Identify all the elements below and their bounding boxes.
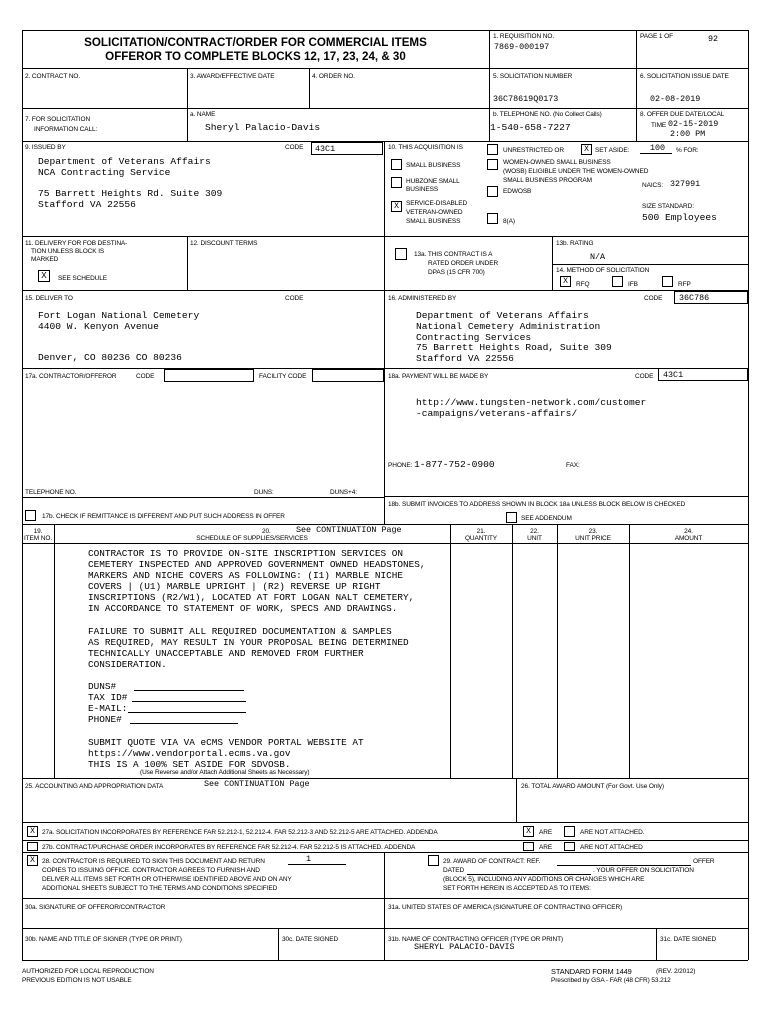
- duns4-label: DUNS+4:: [330, 489, 357, 496]
- eight-a-label: 8(A): [503, 218, 515, 225]
- clause-27a-not-checkbox[interactable]: [564, 826, 575, 837]
- rule-right-edge: [748, 30, 749, 960]
- offer-due-label: 8. OFFER DUE DATE/LOCAL: [640, 111, 725, 118]
- duns-blank-line[interactable]: [134, 690, 244, 691]
- clause-29-line-3: (BLOCK 5), INCLUDING ANY ADDITIONS OR CHANGES WHICH ARE: [443, 876, 645, 883]
- rule-row11: [22, 236, 748, 237]
- rule-row30a: [22, 898, 748, 899]
- rule-row30b: [22, 928, 748, 929]
- clause-29-ref-line[interactable]: [557, 865, 691, 866]
- issued-by-line-2: NCA Contracting Service: [38, 167, 171, 178]
- total-award-label: 26. TOTAL AWARD AMOUNT (For Govt. Use Only): [521, 783, 664, 790]
- administered-by-line-5: Stafford VA 22556: [416, 353, 514, 364]
- administered-by-line-1: Department of Veterans Affairs: [416, 310, 589, 321]
- method-label: 14. METHOD OF SOLICITATION: [556, 267, 650, 274]
- rating-value: N/A: [590, 252, 606, 262]
- rfp-checkbox[interactable]: [662, 276, 673, 287]
- ifb-checkbox[interactable]: [612, 276, 623, 287]
- contract-no-label: 2. CONTRACT NO.: [25, 73, 81, 80]
- page-label: PAGE 1 OF: [640, 33, 673, 40]
- deliver-to-line-2: 4400 W. Kenyon Avenue: [38, 321, 159, 332]
- rule-row17: [22, 368, 748, 369]
- payment-code-label: CODE: [635, 373, 654, 380]
- contact-name-value: Sheryl Palacio-Davis: [205, 122, 321, 133]
- rule-row11-a: [187, 236, 188, 290]
- rule-18b: [384, 496, 748, 497]
- date-30c-label: 30c. DATE SIGNED: [282, 936, 339, 943]
- rule-row7: [22, 108, 748, 109]
- set-aside-percent-line: [640, 153, 672, 154]
- footer-prescribed: Prescribed by GSA - FAR (48 CFR) 53.212: [551, 977, 671, 984]
- sdvosb-label-3: SMALL BUSINESS: [406, 218, 461, 225]
- delivery-fob-label-1: 11. DELIVERY FOR FOB DESTINA-: [25, 240, 128, 247]
- administered-by-line-3: Contracting Services: [416, 332, 532, 343]
- clause-29-line-1: 29. AWARD OF CONTRACT: REF.: [443, 858, 541, 865]
- rule-rating: [552, 264, 748, 265]
- facility-code-box[interactable]: [312, 369, 384, 382]
- deliver-to-line-5: Denver, CO 80236 CO 80236: [38, 352, 182, 363]
- rated-order-checkbox[interactable]: [395, 248, 407, 260]
- deliver-to-line-1: Fort Logan National Cemetery: [38, 310, 200, 321]
- addendum-label: SEE ADDENDUM: [521, 515, 572, 522]
- clause-28-line-3: DELIVER ALL ITEMS SET FORTH OR OTHERWISE IDENTIFIED ABOVE AND ON ANY: [42, 876, 292, 883]
- clause-29-checkbox[interactable]: [428, 855, 439, 866]
- see-schedule-label: SEE SCHEDULE: [58, 275, 108, 282]
- rule-row2-b: [309, 68, 310, 108]
- clause-27b-not-checkbox[interactable]: [564, 842, 575, 851]
- contractor-code-box[interactable]: [164, 369, 254, 382]
- solicitation-info-label-2: INFORMATION CALL:: [34, 126, 98, 133]
- rule-bottom: [22, 960, 748, 961]
- discount-terms-label: 12. DISCOUNT TERMS: [190, 240, 258, 247]
- clause-27b-checkbox[interactable]: [27, 842, 38, 851]
- set-aside-label: SET ASIDE:: [595, 147, 630, 154]
- rfp-label: RFP: [678, 281, 691, 288]
- rule-schedule-head: [22, 543, 748, 544]
- col23-number: 23.: [588, 528, 598, 535]
- rule-col23: [629, 524, 630, 778]
- issue-date-value: 02-08-2019: [650, 94, 701, 104]
- remittance-label: 17b. CHECK IF REMITTANCE IS DIFFERENT AND PUT SUCH ADDRESS IN OFFER: [42, 513, 285, 520]
- ifb-label: IFB: [628, 281, 638, 288]
- naics-label: NAICS:: [642, 182, 664, 189]
- page-total: 92: [708, 34, 719, 44]
- rule-row25: [22, 778, 748, 779]
- see-schedule-checkbox[interactable]: X: [38, 270, 50, 282]
- hubzone-checkbox[interactable]: [391, 177, 402, 188]
- clause-27b-are-label: ARE: [539, 844, 553, 851]
- col22-label: UNIT: [527, 535, 542, 542]
- offer-due-date-value: 02-15-2019: [668, 119, 719, 129]
- telephone-label: TELEPHONE NO.: [25, 489, 77, 496]
- col21-label: QUANTITY: [464, 535, 498, 542]
- clause-28-checkbox[interactable]: X: [27, 855, 38, 866]
- payment-fax-label: FAX:: [566, 462, 580, 469]
- clause-29-line-2: . YOUR OFFER ON SOLICITATION: [593, 867, 694, 874]
- rule-17b: [22, 497, 384, 498]
- small-business-label: SMALL BUSINESS: [406, 162, 461, 169]
- rule-row11-b: [552, 236, 553, 290]
- clause-28-line-4: ADDITIONAL SHEETS SUBJECT TO THE TERMS AND CONDITIONS SPECIFIED: [42, 885, 278, 892]
- rule-row28-mid: [384, 852, 385, 898]
- signature-30a-label: 30a. SIGNATURE OF OFFEROR/CONTRACTOR: [25, 904, 166, 911]
- rule-row25-mid: [516, 778, 517, 822]
- accounting-value: See CONTINUATION Page: [204, 779, 310, 789]
- wosb-label-1: WOMEN-OWNED SMALL BUSINESS: [503, 159, 611, 166]
- rated-order-label-3: DPAS (15 CFR 700): [428, 269, 485, 276]
- deliver-to-label: 15. DELIVER TO: [25, 295, 73, 302]
- footer-form-rev: (REV. 2/2012): [656, 968, 696, 975]
- rule-left-edge: [22, 30, 23, 960]
- col23-label: UNIT PRICE: [575, 535, 611, 542]
- rule-top: [22, 30, 748, 31]
- hubzone-label-2: BUSINESS: [406, 186, 439, 193]
- rule-col21: [512, 524, 513, 778]
- footer-previous-edition: PREVIOUS EDITION IS NOT USABLE: [22, 977, 132, 984]
- issued-by-code-label: CODE: [285, 144, 304, 151]
- payment-phone-value: 1-877-752-0900: [414, 459, 495, 470]
- hubzone-label-1: HUBZONE SMALL: [406, 178, 460, 185]
- rule-col20: [450, 524, 451, 778]
- delivery-fob-label-2: TION UNLESS BLOCK IS: [31, 248, 105, 255]
- rule-col22: [557, 524, 558, 778]
- form-title-line2: OFFEROR TO COMPLETE BLOCKS 12, 17, 23, 24, & 30: [105, 50, 406, 63]
- set-aside-percent-for: % FOR:: [676, 147, 699, 154]
- footer-authorized: AUTHORIZED FOR LOCAL REPRODUCTION: [22, 968, 154, 975]
- payment-label: 18a. PAYMENT WILL BE MADE BY: [388, 373, 489, 380]
- rule-row27b: [22, 840, 748, 841]
- contact-phone-value: 1-540-658-7227: [490, 122, 571, 133]
- col21-number: 21.: [476, 528, 486, 535]
- rule-row15: [22, 290, 748, 291]
- award-date-label: 3. AWARD/EFFECTIVE DATE: [190, 73, 275, 80]
- administered-by-code-value: 36C786: [679, 293, 710, 303]
- sdvosb-checkbox[interactable]: X: [391, 201, 402, 212]
- email-blank-line[interactable]: [128, 712, 246, 713]
- payment-code-box: [658, 368, 748, 381]
- form-title-line1: SOLICITATION/CONTRACT/ORDER FOR COMMERCIAL ITEMS: [84, 36, 427, 49]
- rule-col19: [54, 524, 55, 778]
- clause-27b-label: 27b. CONTRACT/PURCHASE ORDER INCORPORATES BY REFERENCE FAR 52.212-4. FAR 52.212-5 IS ATTACHED. ADDENDA: [42, 844, 416, 851]
- addendum-checkbox[interactable]: [506, 512, 517, 523]
- accounting-label: 25. ACCOUNTING AND APPROPRIATION DATA: [25, 783, 164, 790]
- issued-by-line-4: 75 Barrett Heights Rd. Suite 309: [38, 188, 223, 199]
- signer-30b-label: 30b. NAME AND TITLE OF SIGNER (TYPE OR PRINT): [25, 936, 182, 943]
- clause-27a-not-label: ARE NOT ATTACHED.: [580, 829, 645, 836]
- clause-27b-not-label: ARE NOT ATTACHED: [580, 844, 643, 851]
- footer-form-name: STANDARD FORM 1449: [551, 967, 632, 976]
- payment-code-value: 43C1: [663, 370, 684, 380]
- phone-blank-line[interactable]: [130, 723, 238, 724]
- col20-value: See CONTINUATION Page: [296, 525, 402, 535]
- facility-code-label: FACILITY CODE: [259, 373, 307, 380]
- col19-number: 19.: [33, 528, 43, 535]
- duns-label: DUNS:: [254, 489, 274, 496]
- tax-id-blank-line[interactable]: [132, 701, 246, 702]
- issued-by-label: 9. ISSUED BY: [25, 144, 66, 151]
- payment-url-line-1[interactable]: http://www.tungsten-network.com/customer: [416, 397, 647, 408]
- wosb-label-3: SMALL BUSINESS PROGRAM: [503, 177, 592, 184]
- rule-row2: [22, 68, 748, 69]
- requisition-value: 7869-000197: [494, 42, 550, 52]
- rule-header-right: [636, 30, 637, 141]
- reverse-note: (Use Reverse and/or Attach Additional Sheets as Necessary): [140, 769, 310, 776]
- issued-by-code-value: 43C1: [315, 144, 336, 154]
- col24-number: 24.: [684, 528, 693, 535]
- requisition-label: 1. REQUISITION NO.: [493, 33, 555, 40]
- remittance-checkbox[interactable]: [25, 510, 36, 521]
- clause-29-line-4: SET FORTH HEREIN IS ACCEPTED AS TO ITEMS:: [443, 885, 591, 892]
- unrestricted-checkbox[interactable]: [487, 144, 498, 155]
- delivery-fob-label-3: MARKED: [31, 256, 59, 263]
- issued-by-line-1: Department of Veterans Affairs: [38, 156, 211, 167]
- solicitation-number-label: 5. SOLICITATION NUMBER: [493, 73, 573, 80]
- set-aside-checkbox[interactable]: X: [581, 144, 592, 155]
- administered-by-line-2: National Cemetery Administration: [416, 321, 601, 332]
- rated-order-label-2: RATED ORDER UNDER: [428, 260, 499, 267]
- clause-29-dated-line[interactable]: [467, 874, 591, 875]
- administered-by-label: 16. ADMINISTERED BY: [388, 295, 457, 302]
- naics-value: 327991: [670, 179, 701, 189]
- rule-row2-a: [187, 68, 188, 141]
- rule-row28: [22, 852, 748, 853]
- rating-label: 13b. RATING: [556, 240, 594, 247]
- officer-31b-label: 31b. NAME OF CONTRACTING OFFICER (TYPE OR PRINT): [388, 936, 564, 943]
- rule-center-upper: [384, 141, 385, 524]
- offer-due-time-label: TIME: [651, 122, 667, 129]
- clause-27a-are-label: ARE: [539, 829, 553, 836]
- contact-phone-label: b. TELEPHONE NO. (No Collect Calls): [493, 111, 602, 118]
- clause-28-line-2: COPIES TO ISSUING OFFICE. CONTRACTOR AGREES TO FURNISH AND: [42, 867, 260, 874]
- col20-number: 20.: [262, 528, 271, 535]
- schedule-description: CONTRACTOR IS TO PROVIDE ON-SITE INSCRIPTION SERVICES ON CEMETERY INSPECTED AND APPROVED GOVERNMENT OWNED HEADSTONES, MARKERS AND NICHE COVERS AS FOLLOWING: (I1) MARBLE NICHE COVERS | (U1) MARBLE UPRIGHT | (R2) REVERSE UP RIGHT INSCRIPTIONS (R2/W1), LOCATED AT FORT LOGAN NALT CEMETERY, IN ACCORDANCE TO STATEMENT OF WORK, SPECS AND DRAWINGS. FAILURE TO SUBMIT ALL REQUIRED DOCUMENTATION & SAMPLES AS REQUIRED, MAY RESULT IN YOUR PROPOSAL BEING DETERMINED TECHNICALLY UNACCEPTABLE AND REMOVED FROM FURTHER CONSIDERATION. DUNS# TAX ID# E-MAIL: PHONE# SUBMIT QUOTE VIA VA eCMS VENDOR PORTAL WEBSITE AT https://www.vendorportal.ecms.va.gov THIS IS A 100% SET ASIDE FOR SDVOSB.: [88, 548, 426, 770]
- acquisition-label: 10. THIS ACQUISITION IS: [388, 144, 463, 151]
- issued-by-code-box: [311, 142, 383, 155]
- offer-due-time-value: 2:00 PM: [670, 129, 706, 139]
- size-standard-value: 500 Employees: [642, 212, 717, 223]
- issue-date-label: 6. SOLICITATION ISSUE DATE: [640, 73, 729, 80]
- size-standard-label: SIZE STANDARD:: [642, 203, 694, 210]
- eight-a-checkbox[interactable]: [487, 213, 498, 224]
- sdvosb-label-2: VETERAN-OWNED: [406, 209, 463, 216]
- contractor-label: 17a. CONTRACTOR/OFFEROR: [25, 373, 117, 380]
- solicitation-number-value: 36C78619Q0173: [493, 94, 559, 104]
- administered-by-line-4: 75 Barrett Heights Road, Suite 309: [416, 342, 612, 353]
- date-31c-label: 31c. DATE SIGNED: [660, 936, 717, 943]
- order-no-label: 4. ORDER NO.: [312, 73, 355, 80]
- edwosb-checkbox[interactable]: [487, 186, 498, 197]
- solicitation-info-label-1: 7. FOR SOLICITATION: [25, 116, 91, 123]
- submit-invoices-label: 18b. SUBMIT INVOICES TO ADDRESS SHOWN IN BLOCK 18a UNLESS BLOCK BELOW IS CHECKED: [388, 501, 686, 508]
- rule-row27a: [22, 822, 748, 823]
- rated-order-label-1: 13a. THIS CONTRACT IS A: [414, 251, 493, 258]
- clause-28-copies-line: [288, 864, 346, 865]
- clause-28-copies: 1: [306, 854, 312, 864]
- clause-29-dated: DATED: [443, 867, 465, 874]
- clause-27a-are-checkbox[interactable]: X: [523, 826, 534, 837]
- officer-31b-value: SHERYL PALACIO-DAVIS: [414, 942, 515, 952]
- rule-sig-31c: [656, 928, 657, 960]
- issued-by-line-5: Stafford VA 22556: [38, 199, 136, 210]
- rfq-label: RFQ: [576, 281, 590, 288]
- edwosb-label: EDWOSB: [503, 188, 532, 195]
- contact-name-label: a. NAME: [190, 111, 216, 118]
- payment-url-line-2[interactable]: -campaigns/veterans-affairs/: [416, 408, 578, 419]
- unrestricted-label: UNRESTRICTED OR: [503, 147, 564, 154]
- wosb-checkbox[interactable]: [487, 159, 498, 170]
- rfq-checkbox[interactable]: X: [560, 276, 571, 287]
- clause-29-offer: OFFER: [693, 858, 715, 865]
- rule-header-mid: [489, 30, 490, 108]
- rule-row9: [22, 141, 748, 142]
- col24-label: AMOUNT: [674, 535, 703, 542]
- clause-27a-checkbox[interactable]: X: [27, 826, 38, 837]
- administered-by-code-label: CODE: [644, 295, 663, 302]
- clause-28-line-1: 28. CONTRACTOR IS REQUIRED TO SIGN THIS DOCUMENT AND RETURN: [42, 858, 265, 865]
- set-aside-percent-value: 100: [650, 143, 666, 153]
- deliver-to-code-label: CODE: [285, 295, 304, 302]
- small-business-checkbox[interactable]: [391, 159, 402, 170]
- payment-phone-label: PHONE:: [388, 462, 413, 469]
- administered-by-code-box: [674, 291, 748, 304]
- clause-27a-label: 27a. SOLICITATION INCORPORATES BY REFERENCE FAR 52.212-1, 52.212-4. FAR 52.212-3 AND 52.212-5 ARE ATTACHED. ADDENDA: [42, 829, 438, 836]
- rule-sig-mid: [384, 898, 385, 960]
- signature-31a-label: 31a. UNITED STATES OF AMERICA (SIGNATURE OF CONTRACTING OFFICER): [388, 904, 623, 911]
- col20-label: SCHEDULE OF SUPPLIES/SERVICES: [196, 535, 308, 542]
- rule-sig-30c: [278, 928, 279, 960]
- col22-number: 22.: [530, 528, 539, 535]
- wosb-label-2: (WOSB) ELIGIBLE UNDER THE WOMEN-OWNED: [503, 168, 649, 175]
- sdvosb-label-1: SERVICE-DISABLED: [406, 200, 468, 207]
- col19-label: ITEM NO.: [23, 535, 53, 542]
- clause-27b-are-checkbox[interactable]: [523, 842, 534, 851]
- contractor-code-label: CODE: [136, 373, 155, 380]
